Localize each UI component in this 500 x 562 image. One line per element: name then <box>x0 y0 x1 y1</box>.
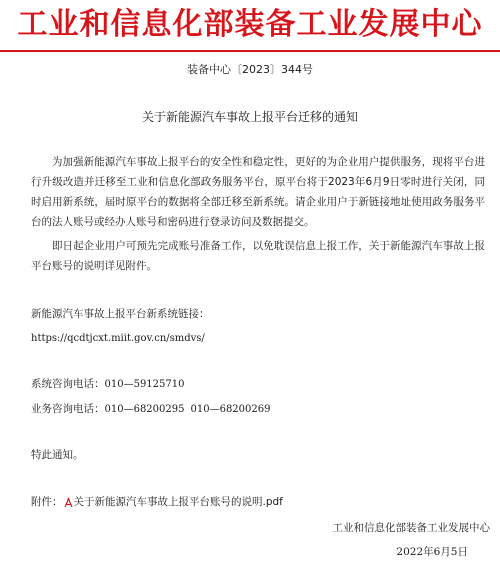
signature-organization: 工业和信息化部装备工业发展中心 <box>332 522 490 534</box>
document-number: 装备中心〔2023〕344号 <box>187 63 313 76</box>
business-phone-number-2: 010—68200269 <box>190 404 271 415</box>
notice-heading: 关于新能源汽车事故上报平台迁移的通知 <box>141 110 358 124</box>
link-label: 新能源汽车事故上报平台新系统链接： <box>31 308 210 320</box>
business-phone-row <box>31 401 271 418</box>
closing-text: 特此通知。 <box>31 449 84 461</box>
org-title: 工业和信息化部装备工业发展中心 <box>17 7 483 42</box>
business-phone-number-1: 010—68200295 <box>104 404 185 415</box>
pdf-file-icon[interactable] <box>64 497 73 508</box>
business-phone-label: 业务咨询电话： <box>31 403 105 415</box>
notice-paragraph-2: 即日起企业用户可预先完成账号准备工作，以免耽误信息上报工作，关于新能源汽车事故上报平台账号的说明详见附件。 <box>31 240 485 272</box>
attachment-label: 附件： <box>31 496 63 508</box>
red-divider <box>0 50 500 52</box>
signature-date: 2022年6月5日 <box>396 546 468 558</box>
system-phone-row <box>31 376 185 393</box>
system-phone-label: 系统咨询电话： <box>31 378 105 390</box>
system-link[interactable]: https://qcdtjcxt.miit.gov.cn/smdvs/ <box>31 333 205 344</box>
attachment-link[interactable]: 关于新能源汽车事故上报平台账号的说明.pdf <box>73 496 283 508</box>
system-phone-number: 010—59125710 <box>104 379 185 390</box>
notice-paragraph-1: 为加强新能源汽车事故上报平台的安全性和稳定性，更好的为企业用户提供服务，现将平台进行升级改造并迁移至工业和信息化部政务服务平台，原平台将于2023年6月9日零时进行关闭，同时启用新系统，届时原平台的数据将全部迁移至新系统。请企业用户于新链接地址使用政务服务平台的法人账号或经办人账号和密码进行登录访问及数据提交。 <box>31 156 485 228</box>
attachment-row <box>31 494 283 510</box>
